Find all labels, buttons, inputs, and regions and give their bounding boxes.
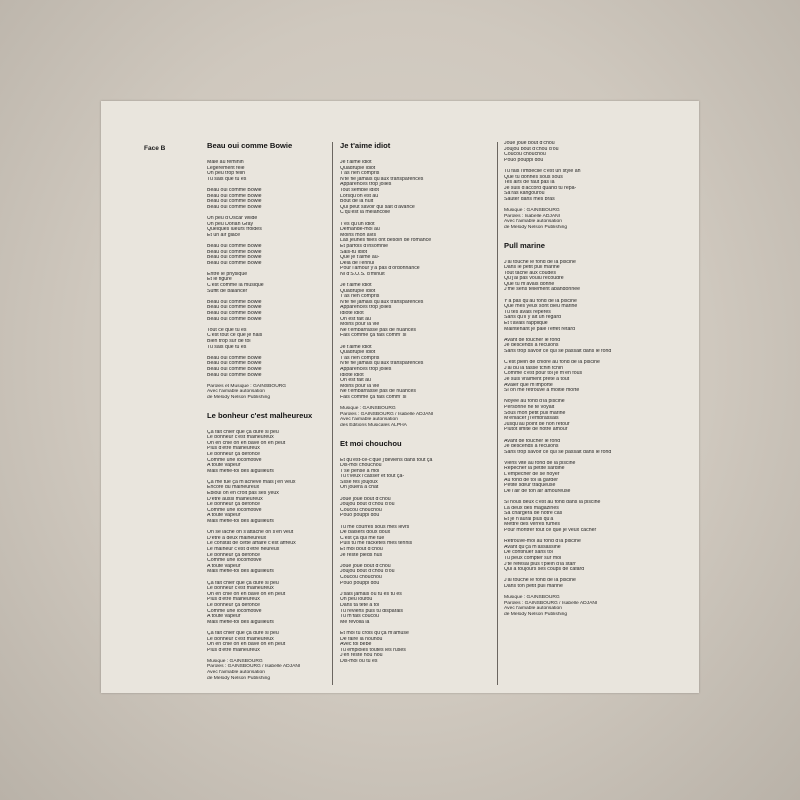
lyric-line: Pour l'amour y'a pas d'ordonnance (340, 266, 420, 272)
lyric-line: A toute vapeur (207, 614, 241, 620)
lyric-line: Tu t'veux l'casser et tout ça- (340, 474, 405, 480)
lyric-line: Comme c'est pour toi je m'en fous (504, 371, 583, 377)
lyrics-column-2 (340, 141, 492, 670)
column-divider (497, 142, 498, 685)
lyric-line: Tes airs de faut pas là (504, 180, 555, 186)
lyric-line: Plus d'être malheureux (207, 597, 260, 603)
lyric-line: De continuer sans toi (504, 550, 553, 556)
lyric-line: Mais méfie-toi des aiguilleurs (207, 519, 274, 525)
lyric-line: T'es qu'un idiot (340, 221, 375, 227)
lyric-line: Las jeunes filles ont besoin de romance (340, 238, 432, 244)
lyric-line: Mâle au féminin (207, 160, 244, 165)
lyric-line: Plus d'être malheureux (207, 446, 260, 452)
lyric-line: Sauter dans mes bras (504, 196, 555, 202)
lyric-line: On en chie on en bave on en peut (207, 642, 286, 648)
lyric-line: Beau oui comme Bowie (207, 187, 262, 193)
lyric-line: Plutôt limite de notre amour (504, 427, 568, 433)
lyric-line: Joujou bout d'chou d'où (340, 502, 395, 508)
lyric-line: Que mes yeux sont bleu marine (504, 304, 578, 310)
lyric-line: Coucou chouchou (340, 574, 382, 580)
lyric-line: Dans ta tête à toi (340, 602, 380, 608)
lyric-line: J'ai touché le fond de la piscine (504, 259, 576, 265)
lyric-line: Y'a pas qu'au fond de la piscine (504, 298, 577, 304)
credit-line: Paroles : GAINSBOURG / Isabelle ADJANI (504, 600, 598, 606)
lyric-line: Tu tes avais repérés (504, 309, 551, 315)
lyric-line: Puis tu me racketes mes tennis (340, 541, 413, 547)
lyric-line: Le bonheur c'est malheureux (207, 435, 274, 441)
lyric-line: Pouo pouppi dou (504, 157, 544, 163)
lyric-line: Beau oui comme Bowie (207, 355, 262, 361)
lyrics-stanza (340, 283, 492, 339)
lyric-line: Beau oui comme Bowie (207, 193, 262, 199)
lyric-line: J'en reste hou hou (340, 653, 383, 659)
lyric-line: Beau oui comme Bowie (207, 372, 262, 378)
lyric-line: Beau oui comme Bowie (207, 255, 262, 261)
song-title: Pull marine (504, 240, 545, 250)
lyric-line: J'te refesai plus t'plein d'la starr (504, 561, 576, 567)
credit-line: des Éditions Musicales ALPHA (340, 422, 407, 428)
lyric-line: T'as rien compris (340, 294, 380, 300)
song-block (207, 411, 327, 682)
lyric-line: Beau oui comme Bowie (207, 204, 262, 210)
lyric-line: Et parfois d'insomnie (340, 243, 388, 249)
lyric-line: Je suis vraiment prête à tout (504, 376, 570, 382)
lyric-line: Pour montrer tout ce que je veux cacher (504, 528, 597, 533)
lyrics-stanza (504, 399, 689, 433)
face-label: Face B (144, 145, 166, 152)
lyric-line: De baisers doux doux (340, 530, 391, 536)
lyric-line: Apparences trop jolies (340, 366, 392, 372)
lyrics-stanza (340, 222, 492, 278)
lyric-line: Tu reviens puis tu disparais (340, 608, 403, 614)
lyrics-stanza (207, 581, 327, 626)
lyric-line: On en chie on en bave on en peut (207, 440, 286, 446)
lyric-line: Un peu loufou (340, 597, 373, 603)
lyric-line: Pouo pouppi dou (340, 580, 380, 586)
lyric-line: De faire la nounou (340, 636, 383, 642)
lyric-line: Tu m'fais coucou (340, 614, 379, 620)
column-divider (332, 142, 333, 685)
lyric-line: Quadruple idiot (340, 165, 376, 171)
lyrics-stanza (504, 578, 689, 589)
lyrics-stanza (340, 564, 492, 586)
lyric-line: Le bonheur c'est malheureux (207, 636, 274, 642)
credit-line: Musique : GAINSBOURG (504, 208, 560, 214)
credit-line: de Melody Nelson Publishing (504, 224, 568, 230)
lyric-line: On se lâche on s'attache on s'en veut (207, 530, 294, 536)
lyric-line: C'est plein de chlore au fond de la piscine (504, 360, 600, 366)
lyrics-stanza (504, 338, 689, 355)
lyric-line: Dans ton petit pull marine (504, 583, 563, 589)
lyric-line: Fais comme ça fais comm' si (340, 394, 407, 400)
credit-line: Musique : GAINSBOURG (207, 658, 263, 664)
lyric-line: Que je t'aime au- (340, 255, 380, 261)
lyric-line: Je descends à reculons (504, 343, 559, 349)
song-title: Le bonheur c'est malheureux (207, 410, 313, 420)
credit-line: Avec l'aimable autorisation (207, 670, 265, 676)
lyric-line: Et je n'aurai plus qu'à (504, 516, 554, 522)
lyric-line: C'qu'est la mélancolie (340, 210, 391, 216)
lyrics-stanza (340, 525, 492, 559)
lyrics-stanza (207, 160, 327, 182)
lyric-line: Tu peux compter sur moi (504, 555, 562, 561)
lyric-line: De l'air de ton air amoureuse (504, 488, 571, 494)
lyrics-stanza (504, 500, 689, 534)
lyrics-stanza (504, 360, 689, 394)
lyric-line: Tout semble idiot (340, 187, 379, 193)
lyric-line: Beau oui comme Bowie (207, 299, 262, 305)
lyrics-stanza (340, 345, 492, 401)
song-credits (504, 595, 689, 617)
song-credits (340, 406, 492, 428)
lyric-line: Et t'avais rappliqué (504, 321, 548, 327)
lyric-line: Petite sœur traqueuse (504, 483, 556, 489)
lyrics-stanza (504, 169, 689, 203)
lyrics-stanza (340, 160, 492, 216)
lyric-line: Avant de toucher le fond (504, 438, 561, 444)
lyric-line: Tu emploies toutes les ruses (340, 647, 406, 653)
lyric-line: Avaler que m'importe (504, 382, 553, 388)
lyric-line: Dans le petit pull marine (504, 265, 560, 271)
lyric-line: Joue joue bout d'chou (504, 141, 555, 146)
lyric-line: Le bonheur ça défonce (207, 602, 261, 608)
lyric-line: Noyée au fond d'la piscine (504, 399, 565, 405)
lyric-line: Bout de la nuit (340, 199, 374, 205)
credit-line: Paroles : Isabelle ADJANI (504, 213, 560, 219)
lyric-line: Dis-moi chouchou (340, 463, 382, 469)
lyric-line: Repêcher la petite sardine (504, 466, 565, 472)
lyric-line: Si on me retrouve à moitié morte (504, 388, 580, 394)
lyric-line: D'être aussi malheureux (207, 496, 263, 502)
lyric-line: Beau oui comme Bowie (207, 366, 262, 372)
lyric-line: A toute vapeur (207, 563, 241, 569)
lyric-line: Coucou chouchou (504, 152, 546, 158)
lyric-line: Tu fais l'imbécile c'est un style ah (504, 168, 581, 174)
lyric-line: Avant de toucher le fond (504, 337, 561, 343)
lyric-line: Sans trop savoir ce qui se passait dans le fond (504, 349, 612, 354)
song-title: Je t'aime idiot (340, 141, 391, 150)
lyric-line: Mais méfie-toi des aiguilleurs (207, 569, 274, 575)
lyric-line: Le bonheur ça défonce (207, 552, 261, 558)
lyric-line: Au fond de toi la garder (504, 477, 558, 483)
lyric-line: D'être à deux malheureux (207, 535, 267, 541)
song-block (340, 141, 492, 429)
lyric-line: Moins mon avis (340, 232, 377, 238)
lyric-line: J'ai touché le fond de la piscine (504, 578, 576, 584)
lyrics-stanza (207, 631, 327, 653)
lyric-line: Tout ce que tu es (207, 327, 247, 333)
lyric-line: Comme une locomotive (207, 558, 262, 564)
lyric-line: Ébloui on en croit pas ses yeux (207, 491, 279, 497)
lyric-line: Quelques lueurs froides (207, 227, 262, 233)
lyric-line: Un peu trop félin (207, 171, 246, 177)
lyric-line: Ça me tue ça m'achève mais j'en veux (207, 479, 296, 485)
lyric-line: Comme une locomotive (207, 608, 262, 614)
lyric-line: C'est tout ce que je hais (207, 333, 263, 339)
credit-line: Paroles et Musique : GAINSBOURG (207, 383, 287, 389)
lyric-line: Sais-tu idiot (340, 249, 368, 255)
lyric-line: C'est ça qui me tue (340, 535, 385, 541)
lyric-line: On jouera à chat (340, 485, 379, 491)
lyric-line: Avant qu'ça m'assassine (504, 544, 561, 550)
lyric-line: Joujou bout d'chou d'où (504, 146, 559, 152)
lyric-line: Sans qu'il y ait un regard (504, 315, 561, 321)
lyric-line: Beau oui comme Bowie (207, 260, 262, 266)
song-block (207, 141, 327, 401)
lyric-line: Sous mon petit pull marine (504, 410, 566, 416)
lyric-line: Que tu m'avais donné (504, 281, 555, 287)
lyric-line: A toute vapeur (207, 513, 241, 519)
lyric-line: Je suis d'accord quand tu repa- (504, 185, 577, 191)
song-credits (504, 208, 689, 230)
credit-line: Avec l'aimable autorisation (340, 417, 398, 423)
lyric-line: Apparences trop jolies (340, 182, 392, 188)
lyric-line: Tu sais que tu es (207, 344, 247, 350)
lyric-line: Si nous deux c'est au fond dans la piscine (504, 500, 601, 506)
lyric-line: Et moi tu crois qu'ça m'amuse (340, 630, 409, 636)
lyrics-stanza (207, 356, 327, 378)
lyrics-column-1 (207, 141, 327, 691)
song-block (340, 439, 492, 665)
lyrics-stanza (340, 631, 492, 665)
lyric-line: Qui peut savoir qui sait d'avance (340, 204, 415, 210)
lyrics-stanza (340, 497, 492, 519)
lyrics-stanza (207, 244, 327, 266)
credit-line: Avec l'aimable autorisation (504, 606, 562, 612)
lyric-line: Viens vite au fond de la piscine (504, 460, 576, 466)
lyric-line: N'te fie jamais qu'aux transparences (340, 299, 424, 305)
lyrics-stanza (504, 461, 689, 495)
lyric-line: Beau oui comme Bowie (207, 316, 262, 322)
lyric-line: J'me sens tellement abandonnée (504, 287, 580, 293)
lyric-line: Ça fait chier que ça dure si peu (207, 429, 279, 435)
lyric-line: Et moi bout d'chou (340, 547, 383, 552)
lyric-line: Qui à toujours ses coups de cafard (504, 567, 585, 573)
lyric-line: T'as rien compris (340, 355, 380, 361)
lyrics-stanza (504, 299, 689, 333)
lyric-line: Légèrement félé (207, 165, 245, 171)
lyric-line: Ne t'embarrasse pas de nuances (340, 327, 416, 333)
lyric-line: Mettre des verres fumés (504, 522, 560, 528)
lyrics-stanza (207, 272, 327, 294)
lyric-line: Lorsqu'on est au (340, 193, 379, 199)
lyric-line: Sa'ras kangourou (504, 191, 545, 197)
lyric-line: Beau oui comme Bowie (207, 361, 262, 367)
lyric-line: Mais méfie-toi des aiguilleurs (207, 619, 274, 625)
lyric-line: Me revoilà là (340, 619, 370, 625)
lyric-line: Beau oui comme Bowie (207, 199, 262, 205)
credit-line: Paroles : GAINSBOURG / Isabelle ADJANI (207, 664, 301, 670)
song-block (504, 141, 689, 231)
lyrics-stanza (504, 539, 689, 573)
lyrics-stanza (504, 260, 689, 294)
lyrics-stanza (207, 480, 327, 525)
lyric-line: Demande-moi au (340, 227, 380, 233)
lyric-line: On en chie on en bave on en peut (207, 591, 286, 597)
lyrics-stanza (207, 430, 327, 475)
song-title: Beau oui comme Bowie (207, 141, 293, 150)
credit-line: Paroles : GAINSBOURG / Isabelle ADJANI (340, 411, 434, 417)
lyric-line: J'sais jamais où tu es tu es (340, 591, 402, 597)
lyric-line: N'te fie jamais qu'aux transparences (340, 176, 424, 182)
lyric-line: Un peu d'Oscar Wilde (207, 215, 258, 221)
credit-line: Avec l'aimable autorisation (504, 219, 562, 225)
lyric-line: Ssse fes joujoux (340, 479, 378, 485)
lyric-line: Beau oui comme Bowie (207, 305, 262, 311)
lyric-line: Coucou chouchou (340, 507, 382, 513)
lyrics-stanza (340, 458, 492, 492)
lyric-line: Bien trop sûr de toi (207, 339, 251, 344)
lyric-line: Idiote idiot (340, 311, 364, 317)
lyric-line: Et le figuré (207, 277, 232, 283)
lyric-line: A toute vapeur (207, 463, 241, 469)
lyric-line: Joue joue bout d'chou (340, 563, 391, 569)
lyric-line: Quadruple idiot (340, 350, 376, 356)
lyric-line: Dis-moi où tu es (340, 658, 378, 664)
lyric-line: Beau oui comme Bowie (207, 243, 262, 249)
lyrics-stanza (207, 530, 327, 575)
credit-line: Avec l'aimable autorisation (207, 389, 265, 395)
lyrics-stanza (207, 216, 327, 238)
lyric-line: Ça fait chier que ça dure si peu (207, 630, 279, 636)
lyric-line: Delà de l'ennui (340, 260, 375, 266)
credit-line: Musique : GAINSBOURG (504, 595, 560, 601)
lyric-line: M'enlacer j'l'embrassais (504, 416, 559, 422)
lyric-line: Moins pour la vie (340, 383, 380, 389)
lyric-line: Suffit de balancer (207, 288, 248, 294)
lyric-line: Avec toi bébé (340, 642, 372, 648)
lyric-line: Joujou bout d'chou d'où (340, 569, 395, 575)
credit-line: Musique : GAINSBOURG (340, 406, 396, 412)
lyric-line: Fais comme ça fais comm' si (340, 333, 407, 339)
lyrics-stanza (207, 328, 327, 350)
credit-line: de Melody Nelson Publishing (207, 394, 271, 400)
lyric-line: Entre le physique (207, 271, 248, 277)
lyric-line: Le bonheur c'est malheureux (207, 586, 274, 592)
lyric-line: Ni d'S.O.S. d'minuit (340, 271, 385, 277)
lyric-line: C'est comme la musique (207, 283, 264, 289)
lyric-line: Comme une locomotive (207, 507, 262, 513)
lyric-line: Idiote idiot (340, 372, 364, 378)
lyric-line: Tout tâché aux coudes (504, 270, 556, 276)
lyric-line: Sa chargera de notre cas (504, 511, 563, 517)
lyric-line: N'te fie jamais qu'aux transparences (340, 361, 424, 367)
lyric-line: L'empêcher de se noyer (504, 472, 560, 478)
lyric-line: Personne ne te voyait (504, 404, 555, 410)
lyric-line: On est fait au (340, 316, 371, 322)
lyric-line: Apparences trop jolies (340, 305, 392, 311)
lyrics-stanza (207, 300, 327, 322)
lyric-line: Jusqu'au point de non retour (504, 421, 570, 427)
lyric-line: Comme une locomotive (207, 457, 262, 463)
credit-line: de Melody Nelson Publishing (207, 675, 271, 681)
lyric-line: Encore du malheureux (207, 485, 260, 491)
lyric-line: T'se pensé à moi (340, 468, 380, 474)
lyric-line: On est fait au (340, 378, 371, 384)
lyric-line: Et qu'est-ce-c'que j'deviens dans tout ça (340, 457, 433, 463)
lyric-line: Ça fait chier que ça dure si peu (207, 580, 279, 586)
lyric-line: Plus d'être malheureux (207, 647, 260, 653)
lyric-line: Le constat de cette affaire c'est affreux (207, 541, 296, 547)
lyric-line: Moins pour la vie (340, 322, 380, 328)
lyric-line: Qu'j'ai pas voulu recoudre (504, 276, 564, 282)
lyrics-stanza (504, 439, 689, 456)
lyrics-stanza (340, 592, 492, 626)
lyric-line: J'ai bu la tasse tchin tchin (504, 365, 563, 371)
lyric-line: Tu me courres sous mes levrs (340, 524, 410, 530)
lyric-line: Quadruple idiot (340, 288, 376, 294)
song-credits (207, 659, 327, 681)
lyric-line: Je t'aime idiot (340, 344, 372, 350)
lyric-line: Retrouve-moi au fond d'la piscine (504, 539, 581, 545)
lyric-line: Je t'aime idiot (340, 160, 372, 165)
lyric-line: Beau oui comme Bowie (207, 311, 262, 317)
lyric-line: T'as rien compris (340, 171, 380, 177)
lyric-line: Je reste pieds nus (340, 552, 383, 558)
lyrics-column-3 (504, 141, 689, 628)
lyric-line: La deux des magazines (504, 505, 559, 511)
lyric-line: Pouo pouppi dou (340, 513, 380, 519)
lyric-line: Sans trop savoir ce qui se passait dans le fond (504, 449, 612, 455)
lyrics-stanza (504, 141, 689, 163)
lyric-line: Le malheur c'est d'être heureux (207, 547, 280, 552)
lyric-line: Maintenant je paie l'effet retard (504, 326, 575, 332)
lyric-line: Ne t'embarrasse pas de nuances (340, 389, 416, 395)
lyric-line: Que tu donnes sous sous (504, 174, 563, 180)
song-block (504, 241, 689, 618)
lyric-line: Mais méfie-toi des aiguilleurs (207, 468, 274, 474)
lyrics-stanza (207, 188, 327, 210)
lyric-line: Je t'aime idiot (340, 283, 372, 289)
lyric-line: Et un air glacé (207, 232, 241, 238)
lyric-line: Tu sais que tu es (207, 176, 247, 182)
credit-line: de Melody Nelson Publishing (504, 611, 568, 617)
lyric-line: Je descends à reculons (504, 444, 559, 450)
lyric-line: Beau oui comme Bowie (207, 249, 262, 255)
lyric-line: Le bonheur ça défonce (207, 451, 261, 457)
lyric-line: Le bonheur ça défonce (207, 502, 261, 508)
song-title: Et moi chouchou (340, 438, 402, 448)
song-credits (207, 384, 327, 401)
lyric-line: Joue joue bout d'chou (340, 496, 391, 502)
lyric-line: Un peu Dorian Gray (207, 221, 254, 227)
